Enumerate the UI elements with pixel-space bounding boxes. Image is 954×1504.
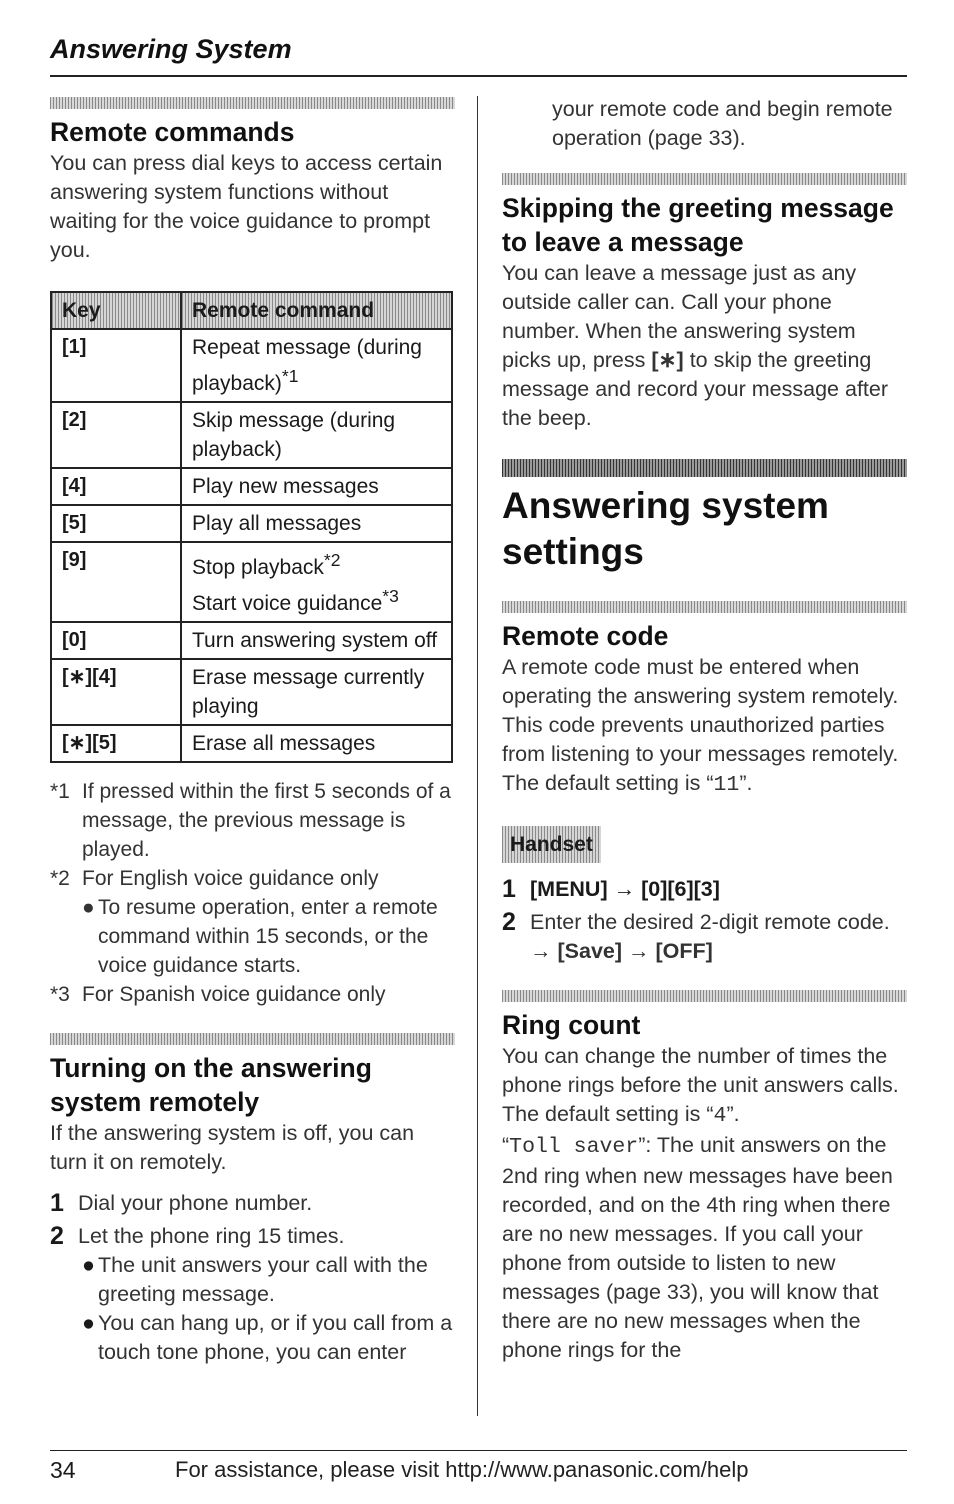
section-rule [50, 97, 455, 109]
footer-rule [50, 1450, 907, 1451]
handset-badge: Handset [502, 826, 601, 863]
command-cell: Play new messages [181, 468, 452, 505]
step-2: 2 Enter the desired 2-digit remote code. → [Save] → [OFF] [502, 908, 890, 963]
section-rule [502, 173, 907, 185]
section-rule [502, 990, 907, 1002]
footnote-2: *2 For English voice guidance only [50, 867, 379, 890]
key-cell: [5] [51, 505, 181, 542]
key-cell: [1] [51, 329, 181, 402]
footnote-2-bullet: ● To resume operation, enter a remote command within 15 seconds, or the voice guidance starts. [50, 893, 455, 980]
remote-commands-heading: Remote commands [50, 117, 295, 147]
command-cell: Stop playback$^{*2}$ Start voice guidance$^{*3}$ [181, 542, 452, 622]
key-cell: [0] [51, 622, 181, 659]
table-header-command: Remote command [181, 292, 452, 329]
major-section-rule [502, 459, 907, 477]
ring-count-text: You can change the number of times the phone rings before the unit answers calls. [502, 1044, 899, 1097]
footnote-ref: *3 [382, 586, 399, 606]
step-2-bullet-1: ● The unit answers your call with the greeting message. [50, 1251, 455, 1309]
table-row [51, 725, 452, 762]
turning-on-intro: If the answering system is off, you can turn it on remotely. [50, 1121, 415, 1174]
step-2-bullet-2: ● You can hang up, or if you call from a touch tone phone, you can enter [50, 1309, 455, 1367]
skipping-text: You can leave a message just as any outside caller can. Call your phone number. When the answering system picks up, press [∗] to skip the greeting message and record your message after the beep. [502, 261, 889, 430]
key-cell: [4] [51, 468, 181, 505]
table-header-key: Key [51, 292, 181, 329]
key-cell: [2] [51, 402, 181, 468]
step-1: 1 [MENU] → [0][6][3] [502, 875, 720, 903]
footnote-ref: *2 [323, 550, 341, 570]
remote-code-heading: Remote code [502, 621, 669, 651]
command-cell: Erase message currently playing [181, 659, 452, 725]
command-cell: Repeat message (during playback)$^{*1}$ [181, 329, 452, 402]
skipping-heading: Skipping the greeting message to leave a message [502, 193, 894, 257]
right-column [502, 95, 907, 1365]
table-row [51, 622, 452, 659]
toll-saver-text: “Toll saver”: The unit answers on the 2nd ring when new messages have been recorded, and on the 4th ring when there are no new messages. If you call your phone from outside to listen to new messages (page 33), you will know that there are no new messages when the phone rings for the [502, 1133, 893, 1362]
handset-badge-wrap [502, 826, 907, 863]
continued-text: your remote code and begin remote operation (page 33). [552, 97, 893, 150]
table-row [51, 505, 452, 542]
arrow-icon: → [628, 939, 650, 963]
table-row [51, 468, 452, 505]
footnotes [50, 777, 455, 1009]
footnote-ref: *1 [281, 366, 299, 386]
remote-code-text: A remote code must be entered when operating the answering system remotely. This code prevents unauthorized parties from listening to your messages remotely. The default setting is “11”. [502, 655, 899, 797]
left-column [50, 97, 455, 1367]
step-1: 1 Dial your phone number. [50, 1189, 313, 1217]
arrow-icon: → [530, 939, 552, 963]
command-cell: Erase all messages [181, 725, 452, 762]
turning-on-heading: Turning on the answering system remotely [50, 1053, 372, 1117]
section-rule [502, 601, 907, 613]
bullet-icon: ● [82, 1253, 95, 1277]
column-divider [477, 96, 478, 1416]
ring-count-heading: Ring count [502, 1010, 641, 1040]
footnote-3: *3 For Spanish voice guidance only [50, 983, 386, 1006]
section-rule [50, 1033, 455, 1045]
arrow-icon: → [613, 877, 636, 901]
table-row [51, 659, 452, 725]
page-number: 34 [50, 1457, 76, 1483]
command-cell: Play all messages [181, 505, 452, 542]
table-row [51, 542, 452, 622]
bullet-icon: ● [82, 896, 95, 919]
bullet-icon: ● [82, 1311, 95, 1335]
table-row [51, 402, 452, 468]
remote-command-table [50, 291, 453, 763]
step-2: 2 Let the phone ring 15 times. [50, 1222, 345, 1250]
remote-commands-intro: You can press dial keys to access certain answering system functions without waiting for the voice guidance to prompt you. [50, 151, 443, 262]
key-cell: [∗][5] [51, 725, 181, 762]
header-rule [50, 75, 907, 77]
settings-heading: Answering system settings [502, 485, 829, 572]
footnote-1: *1 If pressed within the first 5 seconds of a message, the previous message is played. [50, 780, 451, 861]
page-header-title: Answering System [50, 34, 292, 64]
command-cell: Turn answering system off [181, 622, 452, 659]
command-cell: Skip message (during playback) [181, 402, 452, 468]
key-cell: [∗][4] [51, 659, 181, 725]
key-cell: [9] [51, 542, 181, 622]
assistance-text: For assistance, please visit http://www.panasonic.com/help [175, 1457, 749, 1482]
ring-count-default: The default setting is “4”. [502, 1102, 740, 1128]
table-row [51, 329, 452, 402]
